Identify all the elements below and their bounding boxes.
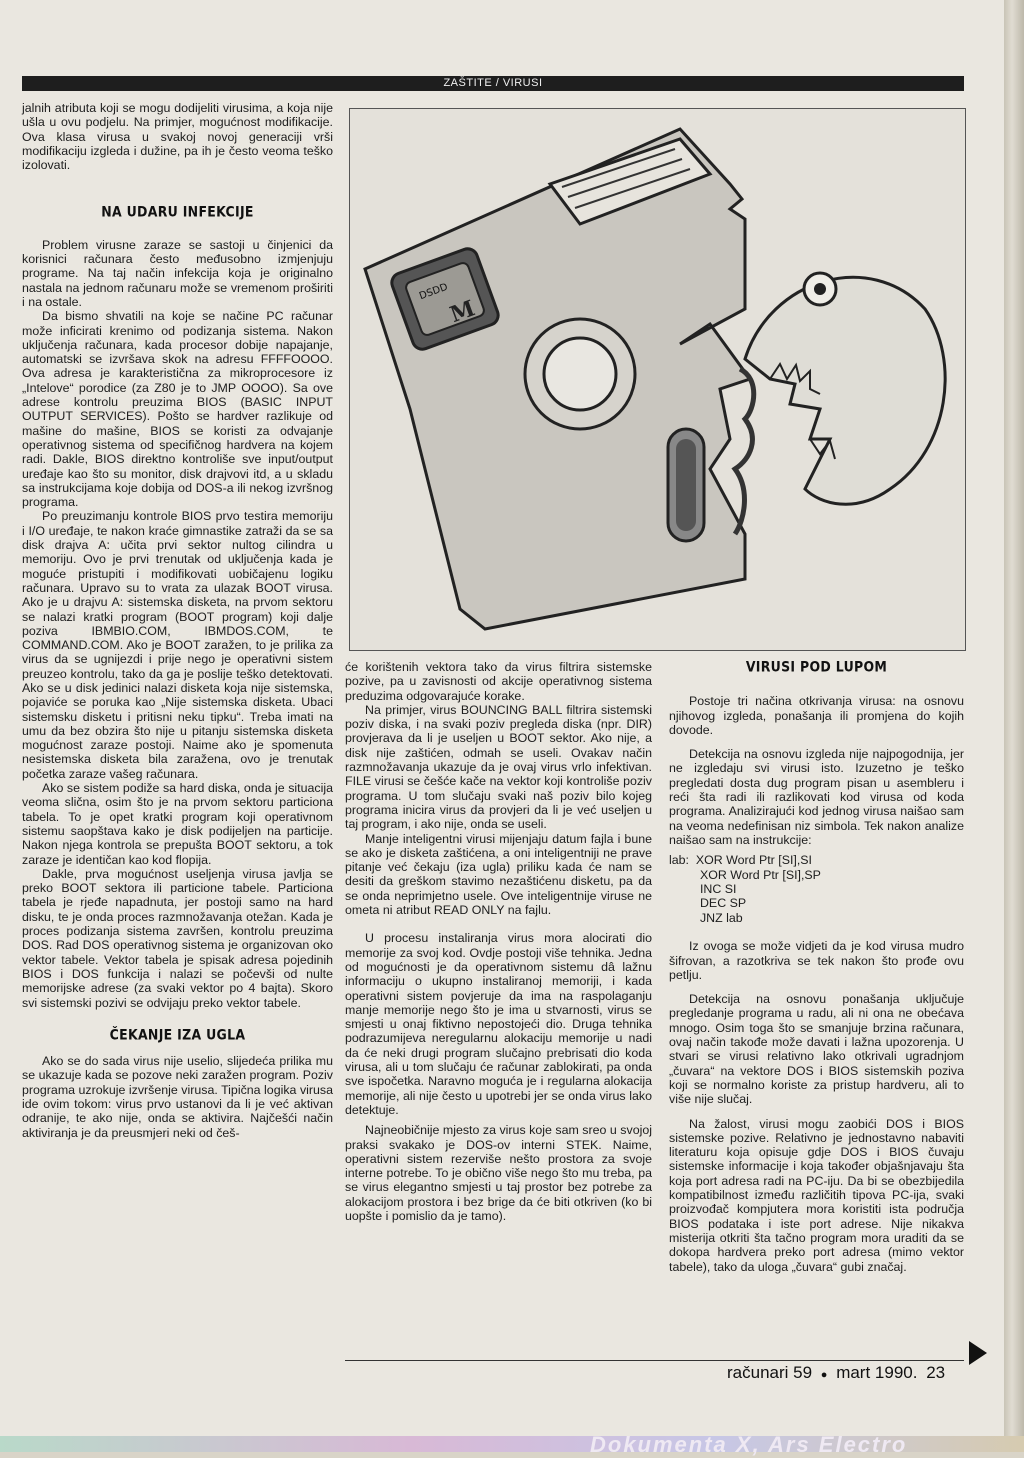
section-title: ZAŠTITE / VIRUSI bbox=[443, 77, 543, 89]
page-footer bbox=[727, 1363, 949, 1383]
code-line: lab: XOR Word Ptr [SI],SI bbox=[669, 853, 812, 868]
paragraph: Postoje tri načina otkrivanja virusa: na osnovu njihovog izgleda, ponašanja ili promjena do kojih dovode. bbox=[669, 694, 964, 737]
bite-mark bbox=[735, 369, 754, 534]
paragraph: Problem virusne zaraze se sastoji u činjenici da korisnici računara često međusobno izmjenjuju programe. Na taj način infekcija koja je originalno nastala na jednom računaru može se vremenom proširiti i na ostale. bbox=[22, 237, 333, 309]
code-line: XOR Word Ptr [SI],SP bbox=[669, 867, 821, 882]
footer-bullet-icon: ● bbox=[820, 1369, 828, 1381]
footer-rule bbox=[345, 1360, 964, 1361]
page-edge bbox=[1004, 0, 1024, 1452]
disk-label-text: DSDD bbox=[417, 281, 450, 303]
issue-date: mart 1990. bbox=[836, 1363, 918, 1382]
paragraph: Ako se sistem podiže sa hard diska, onda je situacija veoma slična, osim što je na prvom sektoru particiona tabela. To je opet kratki program koji operativnom sistemu saopštava kako je disk podijeljen na particije. Nakon njega kontrola se prepušta BOOT sektoru, a tok zaraze je identičan kao kod flopija. bbox=[22, 781, 333, 867]
floppy-pacman-illustration bbox=[349, 108, 966, 651]
paragraph: Da bismo shvatili na koje se načine PC računar može inficirati krenimo od podizanja sistema. Nakon uključenja računara, kada procesor dobije napajanje, automatski se izvršava skok na adresu FFFFOOOO. Ova adresa je karakteristična za mikroprocesore iz „Intelove“ porodice (za Z80 je to JMP OOOO). Sa ove adrese kontrolu preuzima BIOS (BASIC INPUT OUTPUT SERVICES). Pošto se hardver razlikuje od mašine do mašine, BIOS se koristi za odvajanje operativnog sistema od specifičnog hardvera na kojem radi. Dakle, BIOS direktno kontroliše sve input/output uređaje kao što su monitor, disk drajvovi itd, a u skladu sa instrukcijama koje dobija od DOS-a ili nekog izvršnog programa. bbox=[22, 309, 333, 510]
continue-arrow-icon bbox=[969, 1341, 987, 1365]
paragraph: Na žalost, virusi mogu zaobići DOS i BIOS sistemske pozive. Relativno je jednostavno nabaviti literaturu koja opisuje gdje DOS i BIOS čuvaju sistemske informacije i koja također objašnjavaju šta koja port adresa radi na PC-iju. Da bi se obezbijedila kompatibilnost između različitih tipova PC-ija, svaki proizvođač kompjutera mora koristiti ista područja BIOS podataka i iste port adrese. Nije nikakva misterija otkriti šta tačno program mora uraditi da se dokopa hardvera preko port adresa (mimo vektor tabele), tako da uloga „čuvara“ gubi značaj. bbox=[669, 1116, 964, 1274]
heading-magnifier: VIRUSI POD LUPOM bbox=[745, 657, 888, 676]
assembly-code-block bbox=[669, 853, 964, 925]
article-column-2 bbox=[345, 660, 652, 1223]
hub-hole bbox=[544, 338, 616, 410]
paragraph: Po preuzimanju kontrole BIOS prvo testira memoriju i I/O uređaje, te nakon kraće gimnastike zatraži da se sa disk drajva A: učita prvi sektor nultog cilindra u memoriju. Ovo je prvi trenutak od uključenja kada je moguće pristupiti i modifikovati uobičajenu logiku računara. Upravo su to vrata za ulazak BOOT virusa. Ako je u drajvu A: sistemska disketa, na prvom sektoru se nalazi kratki program (BOOT program) koji dalje poziva IBMBIO.COM, IBMDOS.COM, te COMMAND.COM. Ako je BOOT zaražen, to je prilika za virus da se ugnijezdi i prije nego je operativni sistem preuzeo kontrolu, tako da ga je poslije teško detektovati. Ako se u disk jedinici nalazi disketa koja nije sistemska, pojaviće se poruka kao „Nije sistemska disketa. Ubaci sistemsku disketu i pritisni neku tipku“. Treba imati na umu da bez obzira što nije u pitanju sistemska disketa mogućnost zaraze postoji. Naime ako je spomenuta nesistemska disketa bila zaražena, ovo je trenutak početka zaraze vašeg računara. bbox=[22, 509, 333, 781]
paragraph: Iz ovoga se može vidjeti da je kod virusa mudro šifrovan, a razotkriva se tek nakon što prođe ovu petlju. bbox=[669, 939, 964, 982]
floppy-disk-drawing bbox=[350, 109, 965, 650]
paragraph: će korištenih vektora tako da virus filtrira sistemske pozive, pa u zavisnosti od akcije operativnog sistema preduzima odgovarajuće korake. bbox=[345, 660, 652, 703]
article-column-3 bbox=[669, 657, 964, 1274]
paragraph: Dakle, prva mogućnost useljenja virusa javlja se preko BOOT sektora ili particione tabele. Particiona tabela je rjeđe napadnuta, jer postoji samo na hard disku, te je onda proces razmnožavanja otežan. Kada je proces podizanja sistema završen, kontrolu preuzima DOS. Rad DOS operativnog sistema je organizovan oko vektor tabele. Vektor tabela je spisak adresa pojedinih BIOS i DOS funkcija i nalazi se počevši od nulte memorijske adrese (za svaki vektor po 4 bajta). Skoro svi sistemski pozivi se odvijaju preko vektor tabele. bbox=[22, 866, 333, 1010]
pacman-virus bbox=[745, 273, 945, 504]
heading-infection: NA UDARU INFEKCIJE bbox=[101, 203, 254, 221]
bottom-strip-text: Dokumenta X, Ars Electro bbox=[590, 1432, 908, 1457]
paragraph: Detekcija na osnovu ponašanja uključuje pregledanje programa u radu, ali ni ona ne obećava mnogo. Osim toga što se smanjuje brzina računara, ovaj način takođe može davati i lažna upozorenja. U stvari se virusi relativno lako otkrivali ugradnjom „čuvara“ na vektore DOS i BIOS sistemskih poziva koji se normalno koriste za pristup hardveru, ali to više nije slučaj. bbox=[669, 992, 964, 1107]
paragraph: Detekcija na osnovu izgleda nije najpogodnija, jer ne izgledaju svi virusi isto. Izuzetno je teško pregledati dosta dug program pisan u asembleru i reći šta radi ili razlikovati kod virusa od koda programa. Analizirajući kod jednog virusa naišao sam na veoma nedefinisan niz simbola. Tek nakon analize naišao sam na instrukcije: bbox=[669, 747, 964, 847]
magazine-name: računari 59 bbox=[727, 1363, 813, 1382]
page-number: 23 bbox=[926, 1363, 946, 1382]
paragraph: U procesu instaliranja virus mora alocirati dio memorije za svoj kod. Ovdje postoji više tehnika. Jedna od mogućnosti je da operativnom sistemu dâ lažnu informaciju o ukupno instaliranoj memoriji, i kada operativni sistem povjeruje da ima na raspolaganju manje memorije nego što je ima u stvarnosti, virus se smjesti u onaj fiktivno nepostojeći dio. Druga tehnika podrazumijeva neregularnu alokaciju memorije u nadi da će neki drugi program slučajno prebrisati dio koda virusa, ali u tom slučaju će računar zablokirati, pa onda sve ispočetka. Naravno moguća je i regularna alokacija memorije, ali nije često u upotrebi jer se onda virus lako detektuje. bbox=[345, 931, 652, 1117]
paragraph: Ako se do sada virus nije uselio, slijedeća prilika mu se ukazuje kada se pozove neki zaražen program. Poziv programa uzrokuje izvršenje virusa. Tipična logika virusa ide ovim tokom: virus prvo ustanovi da li je već aktivan odranije, te ako nije, onda se aktivira. Najčešći način aktiviranja je da preusmjeri neki od češ- bbox=[22, 1054, 333, 1140]
head-slot-inner bbox=[676, 439, 696, 531]
bottom-page-strip bbox=[0, 1432, 1024, 1457]
section-header bbox=[22, 76, 964, 91]
article-column-1 bbox=[22, 101, 333, 1140]
code-line: JNZ lab bbox=[669, 910, 743, 925]
svg-text:M: M bbox=[446, 295, 479, 329]
paragraph: Najneobičnije mjesto za virus koje sam sreo u svojoj praksi svakako je DOS-ov interni STEK. Naime, operativni sistem rezerviše nešto prostora za svoje interne potrebe. To je obično više nego što mu treba, pa se virus elegantno smjesti u taj prostor bez potrebe za alokacijom prostora i bez brige da će biti otkriven (ko bi uopšte i pomislio da je tamo). bbox=[345, 1123, 652, 1223]
heading-waiting: ČEKANJE IZA UGLA bbox=[109, 1025, 246, 1043]
code-line: INC SI bbox=[669, 882, 737, 897]
intro-paragraph: jalnih atributa koji se mogu dodijeliti virusima, a koja nije ušla u ovu podjelu. Na primjer, mogućnost modifikacije. Ova klasa virusa u svakoj novoj generaciji vrši modifikaciju izgleda i dužine, pa ih je često veoma teško izolovati. bbox=[22, 101, 333, 173]
paragraph: Na primjer, virus BOUNCING BALL filtrira sistemski poziv diska, i na svaki poziv pregleda diska (npr. DIR) provjerava da li je useljen u BOOT sektor. Ako nije, a disk nije zaštićen, odmah se useli. Ovakav način razmnožavanja ukazuje da je ovaj virus vrlo infektivan. FILE virusi se češće kače na vektor koji kontroliše poziv programa. U tom slučaju svaki naš poziv bilo kojeg programa inicira virus da provjeri da li je već useljen u taj program, i ako nije, onda se useli. bbox=[345, 702, 652, 832]
code-line: DEC SP bbox=[669, 896, 747, 911]
paragraph: Manje inteligentni virusi mijenjaju datum fajla i bune se ako je disketa zaštićena, a oni inteligentniji ne prave pitanje već čekaju (iza ugla) priliku kada će nam se desiti da greškom stavimo nezaštićenu disketu, pa da se onda neprimjetno usele. Ove inteligentnije viruse ne ometa ni atribut READ ONLY na fajlu. bbox=[345, 831, 652, 918]
